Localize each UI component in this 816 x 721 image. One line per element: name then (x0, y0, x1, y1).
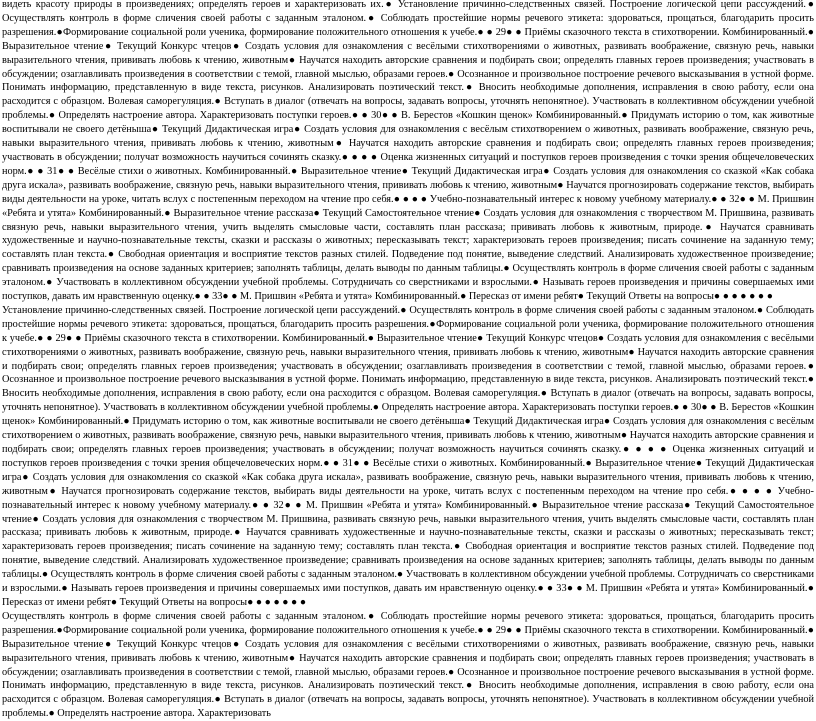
document-paragraph: Осуществлять контроль в форме сличения своей работы с заданным эталоном.● Соблюдать простейшие нормы речевого этикета: здороваться, прощаться, благодарить просить разрешения.●Формирование социальной роли ученика, формирование положительного отношения к учебе.● ● 29● ● Приёмы сказочного текста в стихотворении. Комбинированный.● Выразительное чтение● Текущий Конкурс чтецов● Создать условия для ознакомления с весёлыми стихотворениями о животных, развивать воображение, связную речь, навыки выразительного чтения, прививать любовь к чтению, животным● Научатся находить авторские сравнения и подбирать свои; определять главных героев произведения; участвовать в обсуждении; озаглавливать произведения в соответствии с темой, главной мыслью, образами героев.● Осознанное и произвольное построение речевого высказывания в устной форме. Понимать информацию, представленную в виде текста, рисунков. Анализировать поэтический текст.● Вносить необходимые дополнения, исправления в свою работу, если она расходится с образцом. Волевая саморегуляция.● Вступать в диалог (отвечать на вопросы, задавать вопросы, уточнять непонятное). Участвовать в коллективном обсуждении учебной проблемы.● Определять настроение автора. Характеризовать (2, 610, 814, 720)
document-paragraph: Установление причинно-следственных связей. Построение логической цепи рассуждений.● Осуществлять контроль в форме сличения своей работы с заданным эталоном.● Соблюдать простейшие нормы речевого этикета: здороваться, прощаться, благодарить просить разрешения.●Формирование социальной роли ученика, формирование положительного отношения к учебе.● ● 29● ● Приёмы сказочного текста в стихотворении. Комбинированный.● Выразительное чтение● Текущий Конкурс чтецов● Создать условия для ознакомления с весёлыми стихотворениями о животных, развивать воображение, связную речь, навыки выразительного чтения, прививать любовь к чтению, животным● Научатся находить авторские сравнения и подбирать свои; определять главных героев произведения; участвовать в обсуждении; озаглавливать произведения в соответствии с темой, главной мыслью, образами героев.● Осознанное и произвольное построение речевого высказывания в устной форме. Понимать информацию, представленную в виде текста, рисунков. Анализировать поэтический текст.● Вносить необходимые дополнения, исправления в свою работу, если она расходится с образцом. Волевая саморегуляция.● Вступать в диалог (отвечать на вопросы, задавать вопросы, уточнять непонятное). Участвовать в коллективном обсуждении учебной проблемы.● Определять настроение автора. Характеризовать поступки героев.● ● 30● ● В. Берестов «Кошкин щенок» Комбинированный.● Придумать историю о том, как животные воспитывали не своего детёныша● Текущий Дидактическая игра● Создать условия для ознакомления с весёлым стихотворением о животных, развивать воображение, связную речь, навыки выразительного чтения, прививать любовь к чтению, животным● Научатся находить авторские сравнения и подбирать свои; определять главных героев произведения; участвовать в обсуждении; получат возможность научиться сочинять сказку.● ● ● ● Оценка жизненных ситуаций и поступков героев произведения с точки зрения общечеловеческих норм.● ● 31● ● Весёлые стихи о животных. Комбинированный.● Выразительное чтение● Текущий Дидактическая игра● Создать условия для ознакомления со сказкой «Как собака друга искала», развивать воображение, связную речь, навыки выразительного чтения, прививать любовь к чтению, животным● Научатся прогнозировать содержание текстов, выбирать виды деятельности на уроке, читать вслух с постепенным переходом на чтение про себя.● ● ● ● Учебно-познавательный интерес к новому учебному материалу.● ● 32● ● М. Пришвин «Ребята и утята» Комбинированный.● Выразительное чтение рассказа● Текущий Самостоятельное чтение● Создать условия для ознакомления с творчеством М. Пришвина, развивать связную речь, навыки выразительного чтения, учить выделять смысловые части, составлять план рассказа; прививать любовь к животным, природе.● Научатся сравнивать художественные и научно-познавательные тексты, сказки и рассказы о животных; пересказывать текст; характеризовать героев произведения; писать сочинение на заданную тему; составлять план текста.● Свободная ориентация и восприятие текстов разных стилей. Подведение под понятие, выведение следствий. Анализировать художественное произведение; сравнивать произведения на основе заданных критериев; заполнять таблицы, делать выводы по данным таблицы.● Осуществлять контроль в форме сличения своей работы с заданным эталоном.● Участвовать в коллективном обсуждении учебной проблемы. Сотрудничать со сверстниками и взрослыми.● Называть героев произведения и причины совершаемых ими поступков, давать им нравственную оценку.● ● 33● ● М. Пришвин «Ребята и утята» Комбинированный.● Пересказ от имени ребят● Текущий Ответы на вопросы● ● ● ● ● ● ● (2, 304, 814, 608)
document-paragraph: видеть красоту природы в произведениях; определять героев и характеризовать их.● Установление причинно-следственных связей. Построение логической цепи рассуждений.● Осуществлять контроль в форме сличения своей работы с заданным эталоном.● Соблюдать простейшие нормы речевого этикета: здороваться, прощаться, благодарить просить разрешения.●Формирование социальной роли ученика, формирование положительного отношения к учебе.● ● 29● ● Приёмы сказочного текста в стихотворении. Комбинированный.● Выразительное чтение● Текущий Конкурс чтецов● Создать условия для ознакомления с весёлыми стихотворениями о животных, развивать воображение, связную речь, навыки выразительного чтения, прививать любовь к чтению, животным● Научатся находить авторские сравнения и подбирать свои; определять главных героев произведения; участвовать в обсуждении; озаглавливать произведения в соответствии с темой, главной мыслью, образами героев.● Осознанное и произвольное построение речевого высказывания в устной форме. Понимать информацию, представленную в виде текста, рисунков. Анализировать поэтический текст.● Вносить необходимые дополнения, исправления в свою работу, если она расходится с образцом. Волевая саморегуляция.● Вступать в диалог (отвечать на вопросы, задавать вопросы, уточнять непонятное). Участвовать в коллективном обсуждении учебной проблемы.● Определять настроение автора. Характеризовать поступки героев.● ● 30● ● В. Берестов «Кошкин щенок» Комбинированный.● Придумать историю о том, как животные воспитывали не своего детёныша● Текущий Дидактическая игра● Создать условия для ознакомления с весёлым стихотворением о животных, развивать воображение, связную речь, навыки выразительного чтения, прививать любовь к чтению, животным● Научатся находить авторские сравнения и подбирать свои; определять главных героев произведения; участвовать в обсуждении; получат возможность научиться сочинять сказку.● ● ● ● Оценка жизненных ситуаций и поступков героев произведения с точки зрения общечеловеческих норм.● ● 31● ● Весёлые стихи о животных. Комбинированный.● Выразительное чтение● Текущий Дидактическая игра● Создать условия для ознакомления со сказкой «Как собака друга искала», развивать воображение, связную речь, навыки выразительного чтения, прививать любовь к чтению, животным● Научатся прогнозировать содержание текстов, выбирать виды деятельности на уроке, читать вслух с постепенным переходом на чтение про себя.● ● ● ● Учебно-познавательный интерес к новому учебному материалу.● ● 32● ● М. Пришвин «Ребята и утята» Комбинированный.● Выразительное чтение рассказа● Текущий Самостоятельное чтение● Создать условия для ознакомления с творчеством М. Пришвина, развивать связную речь, навыки выразительного чтения, учить выделять смысловые части, составлять план рассказа; прививать любовь к животным, природе.● Научатся сравнивать художественные и научно-познавательные тексты, сказки и рассказы о животных; пересказывать текст; характеризовать героев произведения; писать сочинение на заданную тему; составлять план текста.● Свободная ориентация и восприятие текстов разных стилей. Подведение под понятие, выведение следствий. Анализировать художественное произведение; сравнивать произведения на основе заданных критериев; заполнять таблицы, делать выводы по данным таблицы.● Осуществлять контроль в форме сличения своей работы с заданным эталоном.● Участвовать в коллективном обсуждении учебной проблемы. Сотрудничать со сверстниками и взрослыми.● Называть героев произведения и причины совершаемых ими поступков, давать им нравственную оценку.● ● 33● ● М. Пришвин «Ребята и утята» Комбинированный.● Пересказ от имени ребят● Текущий Ответы на вопросы● ● ● ● ● ● ● (2, 0, 814, 303)
document-page (2, 0, 814, 721)
